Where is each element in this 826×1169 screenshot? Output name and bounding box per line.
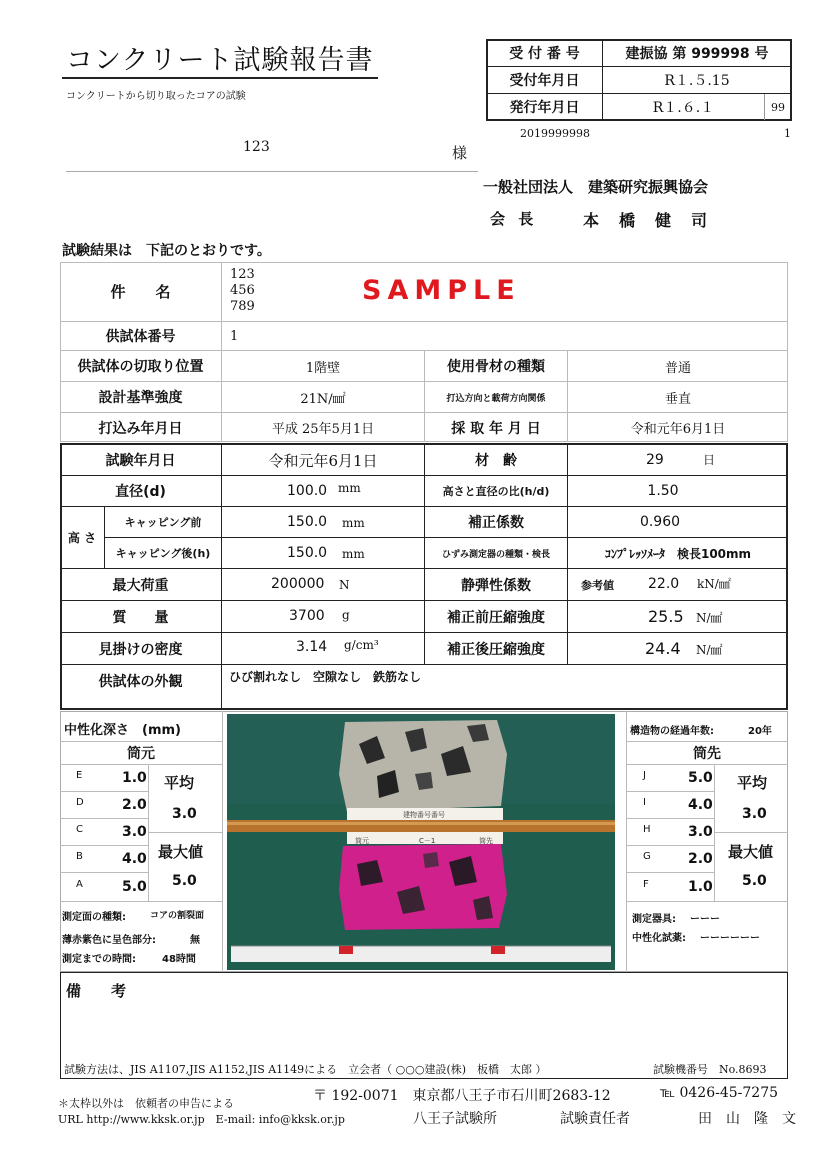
left-title: 筒元 <box>127 746 155 762</box>
title-underline <box>62 77 378 79</box>
right-row-id: H <box>643 824 651 835</box>
page-number: 1 <box>784 127 791 140</box>
test-date-label: 試験年月日 <box>105 453 176 469</box>
subject-label: 件 名 <box>110 283 171 301</box>
left-max-value: 5.0 <box>172 873 197 889</box>
age-value: 29 <box>646 452 664 468</box>
client-honorific: 様 <box>452 144 468 162</box>
footer-url: URL http://www.kksk.or.jp E-mail: info@kksk.or.jp <box>58 1113 345 1126</box>
receipt-date-label: 受付年月日 <box>509 73 580 89</box>
diameter-value: 100.0 <box>287 483 328 499</box>
left-row-value: 2.0 <box>122 797 147 813</box>
mass-label: 質 量 <box>112 609 169 626</box>
left-row-value: 1.0 <box>122 770 147 786</box>
issue-extra: 99 <box>771 100 785 114</box>
post-strength-label: 補正後圧縮強度 <box>447 641 545 658</box>
pre-strength-label: 補正前圧縮強度 <box>447 609 545 626</box>
purple-value: 無 <box>190 935 200 946</box>
footer-address: 〒 192-0071 東京都八王子市石川町2683-12 <box>313 1088 611 1104</box>
report-title: コンクリート試験報告書 <box>66 45 374 76</box>
max-load-label: 最大荷重 <box>112 577 169 594</box>
specimen-no-value: 1 <box>230 328 239 344</box>
serial-number: 2019999998 <box>520 127 590 140</box>
subject-line-3: 789 <box>230 299 255 314</box>
right-row-value: 1.0 <box>688 879 713 895</box>
mass-value: 3700 <box>289 608 325 624</box>
appearance-value: ひび割れなし 空隙なし 鉄筋なし <box>229 670 422 684</box>
cut-position-label: 供試体の切取り位置 <box>77 359 204 375</box>
correction-value: 0.960 <box>639 514 681 530</box>
sample-stamp: SAMPLE <box>362 275 521 306</box>
photo-label-mid: C－1 <box>419 837 436 845</box>
photo-label-top: 建物番号番号 <box>403 811 445 819</box>
carbonation-title: 中性化深さ (mm) <box>64 723 181 738</box>
before-cap-unit: mm <box>342 516 365 530</box>
elastic-unit: kN/㎟ <box>697 577 731 591</box>
placing-date-value: 平成 25年5月1日 <box>271 422 375 437</box>
left-max-label: 最大値 <box>158 843 204 861</box>
issue-date-value: R１.６.１ <box>652 100 715 116</box>
time-label: 測定までの時間: <box>62 954 136 965</box>
design-strength-label: 設計基準強度 <box>98 390 183 406</box>
after-cap-label: キャッピング後(h) <box>115 547 211 560</box>
left-row-id: C <box>76 824 83 835</box>
reagent-label: 中性化試薬: <box>632 933 686 944</box>
right-row-value: 4.0 <box>688 797 713 813</box>
mass-unit: g <box>342 608 350 622</box>
right-row-value: 2.0 <box>688 851 713 867</box>
footer-tel: ℡ 0426-45-7275 <box>660 1085 779 1101</box>
left-row-id: D <box>76 797 84 808</box>
aggregate-label: 使用骨材の種類 <box>447 359 545 375</box>
remarks-label: 備 考 <box>66 982 127 1000</box>
right-row-id: J <box>643 770 646 781</box>
subject-line-1: 123 <box>230 267 255 282</box>
post-strength-value: 24.4 <box>645 639 681 658</box>
right-max-label: 最大値 <box>728 843 774 861</box>
right-row-id: I <box>643 797 646 808</box>
elapsed-value: 20年 <box>748 726 772 737</box>
specimen-no-label: 供試体番号 <box>105 329 176 345</box>
receipt-date-value: R１.５.15 <box>664 73 730 89</box>
strain-gauge-value: ｺﾝﾌﾟﾚｯｿﾒｰﾀ 検長100mm <box>604 546 752 561</box>
max-load-value: 200000 <box>271 576 325 592</box>
max-load-unit: N <box>339 578 350 592</box>
design-strength-value: 21N/㎟ <box>300 391 346 407</box>
elapsed-label: 構造物の経過年数: <box>630 726 714 737</box>
density-unit: g/cm³ <box>344 638 379 652</box>
reagent-value: ーーーーーー <box>700 933 760 944</box>
machine-number: 試験機番号 No.8693 <box>653 1063 767 1076</box>
test-date-value: 令和元年6月1日 <box>268 451 378 470</box>
right-avg-value: 3.0 <box>742 806 767 822</box>
left-row-id: B <box>76 851 83 862</box>
elastic-value: 22.0 <box>648 576 680 592</box>
left-row-value: 4.0 <box>122 851 147 867</box>
time-value: 48時間 <box>162 954 196 965</box>
subject-line-2: 456 <box>230 283 255 298</box>
pre-strength-unit: N/㎟ <box>696 611 723 625</box>
before-cap-label: キャッピング前 <box>124 516 202 529</box>
appearance-label: 供試体の外観 <box>98 674 183 690</box>
direction-label: 打込方向と載荷方向関係 <box>446 393 546 404</box>
instrument-value: ーーー <box>690 914 720 925</box>
left-row-value: 3.0 <box>122 824 147 840</box>
after-cap-value: 150.0 <box>287 545 328 561</box>
sampling-date-value: 令和元年6月1日 <box>630 422 726 437</box>
surface-label: 測定面の種類: <box>62 912 126 923</box>
footer-note: ＊太枠以外は 依頼者の申告による <box>58 1097 234 1110</box>
before-cap-value: 150.0 <box>287 514 328 530</box>
aggregate-value: 普通 <box>664 360 691 376</box>
pre-strength-value: 25.5 <box>648 607 684 626</box>
president-name: 本 橋 健 司 <box>583 211 710 230</box>
photo-label-left: 筒元 <box>355 837 369 845</box>
hd-ratio-value: 1.50 <box>647 483 679 499</box>
left-row-value: 5.0 <box>122 879 147 895</box>
density-label: 見掛けの密度 <box>98 641 183 658</box>
right-row-id: F <box>643 879 649 890</box>
correction-label: 補正係数 <box>468 515 524 531</box>
right-row-value: 5.0 <box>688 770 713 786</box>
strain-gauge-label: ひずみ測定器の種類・検長 <box>441 549 550 560</box>
diameter-unit: mm <box>338 481 361 495</box>
left-row-id: E <box>76 770 83 781</box>
tester-label: 試験責任者 <box>560 1111 630 1127</box>
test-method-text: 試験方法は、JIS A1107,JIS A1152,JIS A1149による 立会者（ ○○○建設(株) 板橋 太郎 ） <box>64 1063 547 1076</box>
left-avg-label: 平均 <box>164 774 195 792</box>
diameter-label: 直径(d) <box>115 484 166 500</box>
photo-label-right: 筒先 <box>479 837 493 845</box>
right-avg-label: 平均 <box>737 774 768 792</box>
age-unit: 日 <box>703 453 716 467</box>
direction-value: 垂直 <box>664 391 691 407</box>
age-label: 材 齢 <box>475 453 517 469</box>
president-label: 会 長 <box>490 210 538 228</box>
sampling-date-label: 採 取 年 月 日 <box>451 420 541 437</box>
height-label: 高 さ <box>67 531 97 545</box>
right-row-value: 3.0 <box>688 824 713 840</box>
client-name: 123 <box>243 139 270 155</box>
placing-date-label: 打込み年月日 <box>98 420 183 437</box>
surface-value: コアの割裂面 <box>150 911 205 921</box>
core-specimen-photo <box>227 714 615 970</box>
issue-date-label: 発行年月日 <box>509 100 580 116</box>
density-value: 3.14 <box>296 639 328 655</box>
right-title: 筒先 <box>693 746 721 762</box>
footer-lab: 八王子試験所 <box>413 1111 497 1127</box>
purple-label: 薄赤紫色に呈色部分: <box>62 935 156 946</box>
left-avg-value: 3.0 <box>172 806 197 822</box>
org-name: 一般社団法人 建築研究振興協会 <box>483 178 709 196</box>
tester-name: 田 山 隆 文 <box>698 1111 796 1127</box>
right-row-id: G <box>643 851 651 862</box>
cut-position-value: 1階壁 <box>305 360 341 376</box>
instrument-label: 測定器具: <box>632 914 676 925</box>
post-strength-unit: N/㎟ <box>696 643 723 657</box>
left-row-id: A <box>76 879 83 890</box>
elastic-label: 静弾性係数 <box>461 577 531 594</box>
result-intro: 試験結果は 下記のとおりです。 <box>62 243 271 259</box>
hd-ratio-label: 高さと直径の比(h/d) <box>442 485 550 498</box>
report-subtitle: コンクリートから切り取ったコアの試験 <box>66 91 246 102</box>
after-cap-unit: mm <box>342 547 365 561</box>
elastic-ref-label: 参考値 <box>581 579 614 592</box>
receipt-no-label: 受 付 番 号 <box>509 46 580 62</box>
right-max-value: 5.0 <box>742 873 767 889</box>
receipt-no-value: 建振協 第 999998 号 <box>625 46 769 62</box>
